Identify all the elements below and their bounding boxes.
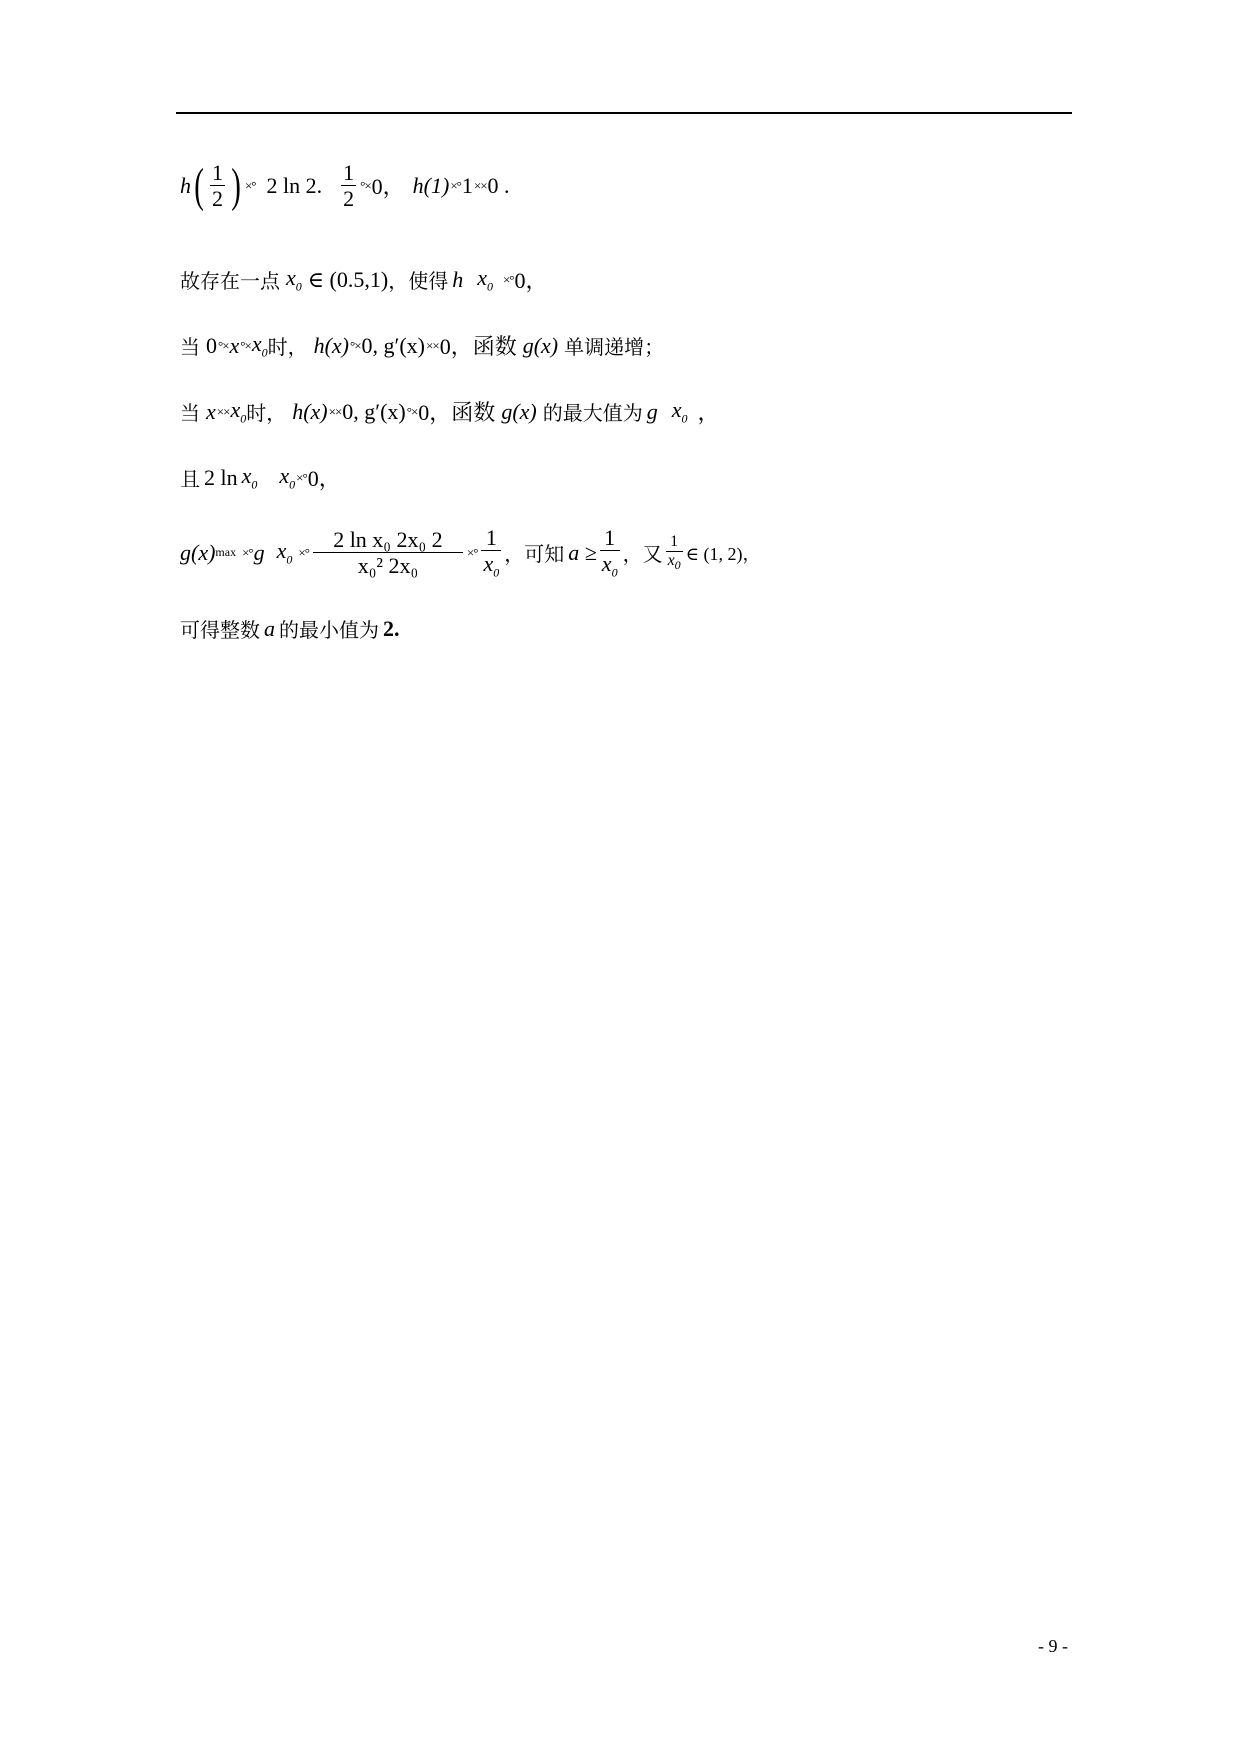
- page-number: - 9 -: [1038, 1636, 1068, 1656]
- header-rule: [176, 112, 1072, 114]
- text-line-4: 当 x ×× $x_0$ 时， h(x) ×× 0, g′(x) °× 0，函数 g(x) 的最大值为 g $x_0$ ，: [180, 396, 720, 426]
- equation-line-6: g(x) max ×° g $x_0$ ×° $\frac{\text{2 ln x₀ 2x₀ 2}}{\text{x₀² 2x₀}}$ ×° $\frac{1}{x_0}$ ，可知 a ≥ $\frac{1}{x_0}$ ，又 $\frac{1}{x_0}$ ∈ (1, 2)，: [180, 525, 761, 580]
- text-line-7: 可得整数 a 的最小值为 2.: [180, 615, 400, 642]
- text-line-5: 且 2 ln $x_0$ $x_0$ ×° 0，: [180, 462, 341, 492]
- equation-line-1: h ( $\frac{1}{2}$ ) ×° 2 ln 2 . $\frac{1}{2}$ °× 0， h(1) ×° 1 ×× 0 .: [180, 158, 510, 212]
- text-line-3: 当 0 °× x °× $x_0$ 时， h(x) °× 0, g′(x) ×× 0，函数 g(x) 单调递增；: [180, 330, 665, 360]
- text-line-2: 故存在一点 $x_0$ ∈ (0.5,1) ，使得 h $x_0$ ×° 0，: [180, 264, 548, 294]
